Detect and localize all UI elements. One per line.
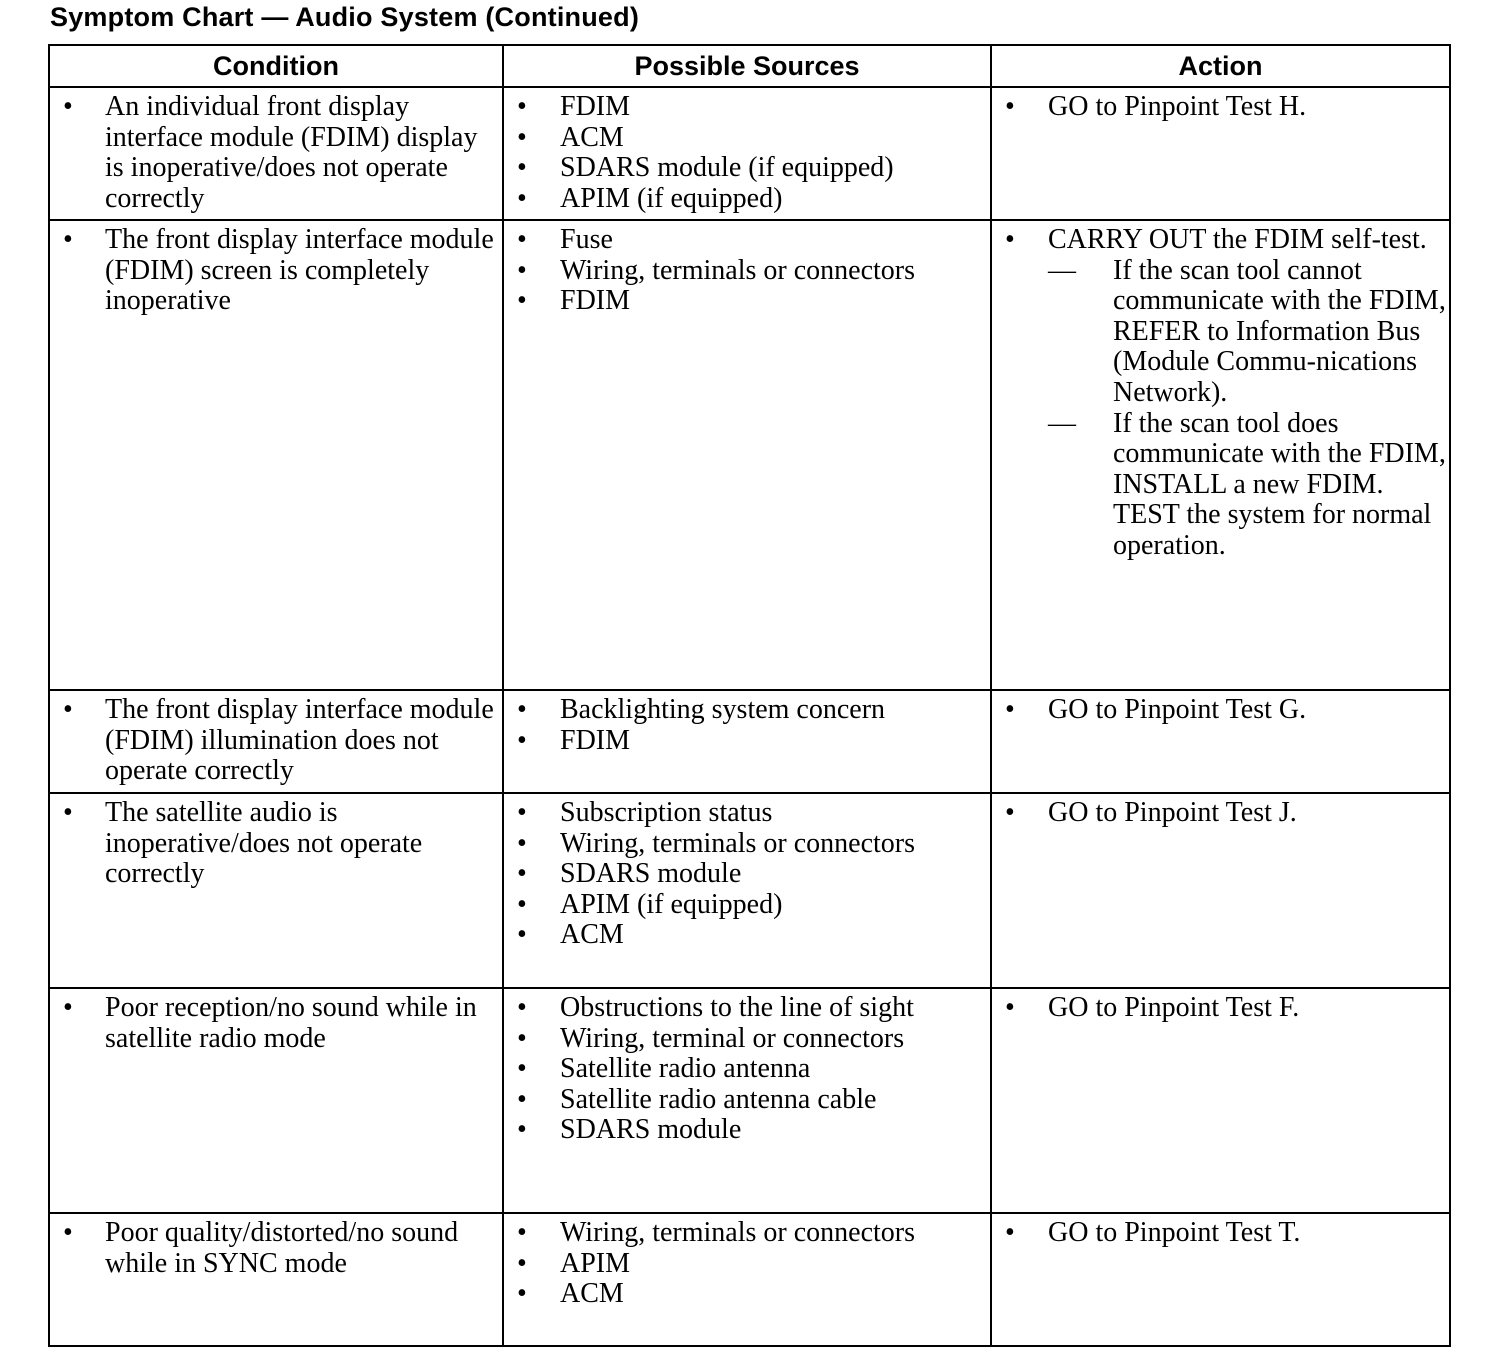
- table-row: [49, 793, 1450, 988]
- source-item: [504, 1085, 990, 1116]
- sources-cell: [503, 690, 991, 793]
- bullet-icon: •: [1005, 1217, 1015, 1248]
- table-row: [49, 988, 1450, 1213]
- bullet-icon: •: [517, 858, 527, 890]
- condition-item-text: An individual front display interface module (FDIM) display is inoperative/does not operate correctly: [105, 91, 478, 214]
- source-item-text: ACM: [560, 919, 624, 951]
- source-item: [504, 92, 990, 123]
- action-cell: [991, 988, 1450, 1213]
- condition-item: [50, 225, 502, 317]
- dash-icon: —: [1048, 407, 1076, 439]
- action-item-text: CARRY OUT the FDIM self-test.: [1048, 224, 1427, 255]
- source-item-text: Wiring, terminals or connectors: [560, 827, 915, 859]
- condition-item-text: Poor reception/no sound while in satellite radio mode: [105, 992, 477, 1054]
- page-title: Symptom Chart — Audio System (Continued): [50, 2, 640, 32]
- source-item: [504, 225, 990, 256]
- bullet-icon: •: [517, 91, 527, 122]
- sources-cell: [503, 988, 991, 1213]
- source-item: [504, 153, 990, 184]
- bullet-icon: •: [1005, 797, 1015, 828]
- action-item: [992, 993, 1449, 1024]
- source-item: [504, 123, 990, 154]
- bullet-icon: •: [1005, 992, 1015, 1023]
- action-item: [992, 695, 1449, 726]
- source-item-text: FDIM: [560, 724, 631, 756]
- source-item-text: Subscription status: [560, 797, 773, 828]
- source-item-text: FDIM: [560, 91, 631, 122]
- source-item-text: Wiring, terminals or connectors: [560, 254, 915, 286]
- source-item-text: Satellite radio antenna cable: [560, 1083, 877, 1115]
- condition-cell: [49, 1213, 503, 1346]
- bullet-icon: •: [517, 1022, 527, 1054]
- condition-item-text: The satellite audio is inoperative/does not operate correctly: [105, 797, 423, 890]
- action-subitem-text: If the scan tool cannot communicate with the FDIM, REFER to Information Bus (Module Commu-nications Network).: [1113, 254, 1446, 408]
- header-condition: Condition: [49, 45, 503, 87]
- action-subitem: [1048, 256, 1449, 409]
- bullet-icon: •: [1005, 694, 1015, 725]
- condition-item: [50, 1218, 502, 1279]
- action-cell: [991, 1213, 1450, 1346]
- bullet-icon: •: [63, 797, 73, 828]
- action-item-text: GO to Pinpoint Test G.: [1048, 694, 1307, 725]
- condition-item: [50, 993, 502, 1054]
- bullet-icon: •: [517, 888, 527, 920]
- bullet-icon: •: [517, 797, 527, 828]
- source-item-text: SDARS module: [560, 1114, 742, 1146]
- source-item-text: SDARS module: [560, 858, 742, 890]
- bullet-icon: •: [517, 182, 527, 214]
- source-item: [504, 1024, 990, 1055]
- condition-item: [50, 798, 502, 890]
- source-item: [504, 1279, 990, 1310]
- source-item-text: ACM: [560, 1278, 624, 1310]
- condition-item-text: The front display interface module (FDIM) illumination does not operate correctly: [105, 694, 494, 787]
- condition-item-text: The front display interface module (FDIM) screen is completely inoperative: [105, 224, 494, 317]
- bullet-icon: •: [517, 992, 527, 1023]
- source-item-text: Satellite radio antenna: [560, 1053, 811, 1085]
- source-item: [504, 286, 990, 317]
- condition-cell: [49, 220, 503, 690]
- source-item-text: APIM (if equipped): [560, 182, 783, 214]
- source-item: [504, 256, 990, 287]
- sources-cell: [503, 87, 991, 220]
- table-row: [49, 220, 1450, 690]
- header-possible-sources: Possible Sources: [503, 45, 991, 87]
- bullet-icon: •: [63, 91, 73, 122]
- bullet-icon: •: [517, 1083, 527, 1115]
- action-cell: [991, 220, 1450, 690]
- bullet-icon: •: [517, 724, 527, 756]
- bullet-icon: •: [517, 1114, 527, 1146]
- bullet-icon: •: [517, 1278, 527, 1310]
- table-row: [49, 87, 1450, 220]
- action-item: [992, 225, 1449, 562]
- symptom-chart-table: [48, 44, 1451, 1347]
- action-cell: [991, 690, 1450, 793]
- source-item-text: APIM (if equipped): [560, 888, 783, 920]
- action-item: [992, 798, 1449, 829]
- bullet-icon: •: [517, 919, 527, 951]
- bullet-icon: •: [63, 1217, 73, 1248]
- condition-cell: [49, 87, 503, 220]
- table-row: [49, 1213, 1450, 1346]
- action-item: [992, 1218, 1449, 1249]
- action-item-text: GO to Pinpoint Test F.: [1048, 992, 1300, 1023]
- action-item-text: GO to Pinpoint Test H.: [1048, 91, 1307, 122]
- bullet-icon: •: [517, 827, 527, 859]
- source-item-text: FDIM: [560, 285, 631, 317]
- action-item-text: GO to Pinpoint Test T.: [1048, 1217, 1301, 1248]
- source-item-text: Backlighting system concern: [560, 694, 886, 725]
- bullet-icon: •: [517, 121, 527, 153]
- bullet-icon: •: [517, 1217, 527, 1248]
- source-item: [504, 1054, 990, 1085]
- condition-cell: [49, 793, 503, 988]
- bullet-icon: •: [517, 285, 527, 317]
- bullet-icon: •: [517, 1247, 527, 1279]
- action-cell: [991, 793, 1450, 988]
- bullet-icon: •: [517, 224, 527, 255]
- bullet-icon: •: [1005, 91, 1015, 122]
- sources-cell: [503, 220, 991, 690]
- source-item: [504, 993, 990, 1024]
- condition-cell: [49, 690, 503, 793]
- bullet-icon: •: [517, 152, 527, 184]
- action-item: [992, 92, 1449, 123]
- sources-cell: [503, 1213, 991, 1346]
- action-subitem: [1048, 409, 1449, 562]
- action-cell: [991, 87, 1450, 220]
- header-action: Action: [991, 45, 1450, 87]
- source-item: [504, 726, 990, 757]
- source-item-text: Obstructions to the line of sight: [560, 992, 914, 1023]
- source-item: [504, 859, 990, 890]
- source-item: [504, 695, 990, 726]
- condition-item: [50, 695, 502, 787]
- condition-cell: [49, 988, 503, 1213]
- bullet-icon: •: [517, 1053, 527, 1085]
- condition-item: [50, 92, 502, 214]
- source-item: [504, 829, 990, 860]
- dash-icon: —: [1048, 254, 1076, 286]
- bullet-icon: •: [517, 694, 527, 725]
- bullet-icon: •: [63, 224, 73, 255]
- bullet-icon: •: [1005, 224, 1015, 255]
- source-item-text: Wiring, terminal or connectors: [560, 1022, 905, 1054]
- source-item: [504, 920, 990, 951]
- bullet-icon: •: [63, 992, 73, 1023]
- source-item-text: Fuse: [560, 224, 613, 255]
- source-item: [504, 1218, 990, 1249]
- bullet-icon: •: [63, 694, 73, 725]
- sources-cell: [503, 793, 991, 988]
- bullet-icon: •: [517, 254, 527, 286]
- source-item-text: SDARS module (if equipped): [560, 152, 894, 184]
- source-item: [504, 798, 990, 829]
- source-item: [504, 1115, 990, 1146]
- header-row: [49, 45, 1450, 87]
- action-subitem-text: If the scan tool does communicate with the FDIM, INSTALL a new FDIM. TEST the system for normal operation.: [1113, 407, 1446, 561]
- source-item: [504, 184, 990, 215]
- table-row: [49, 690, 1450, 793]
- source-item-text: Wiring, terminals or connectors: [560, 1217, 915, 1248]
- source-item-text: APIM: [560, 1247, 631, 1279]
- source-item: [504, 890, 990, 921]
- source-item-text: ACM: [560, 121, 624, 153]
- source-item: [504, 1249, 990, 1280]
- action-item-text: GO to Pinpoint Test J.: [1048, 797, 1297, 828]
- condition-item-text: Poor quality/distorted/no sound while in SYNC mode: [105, 1217, 459, 1279]
